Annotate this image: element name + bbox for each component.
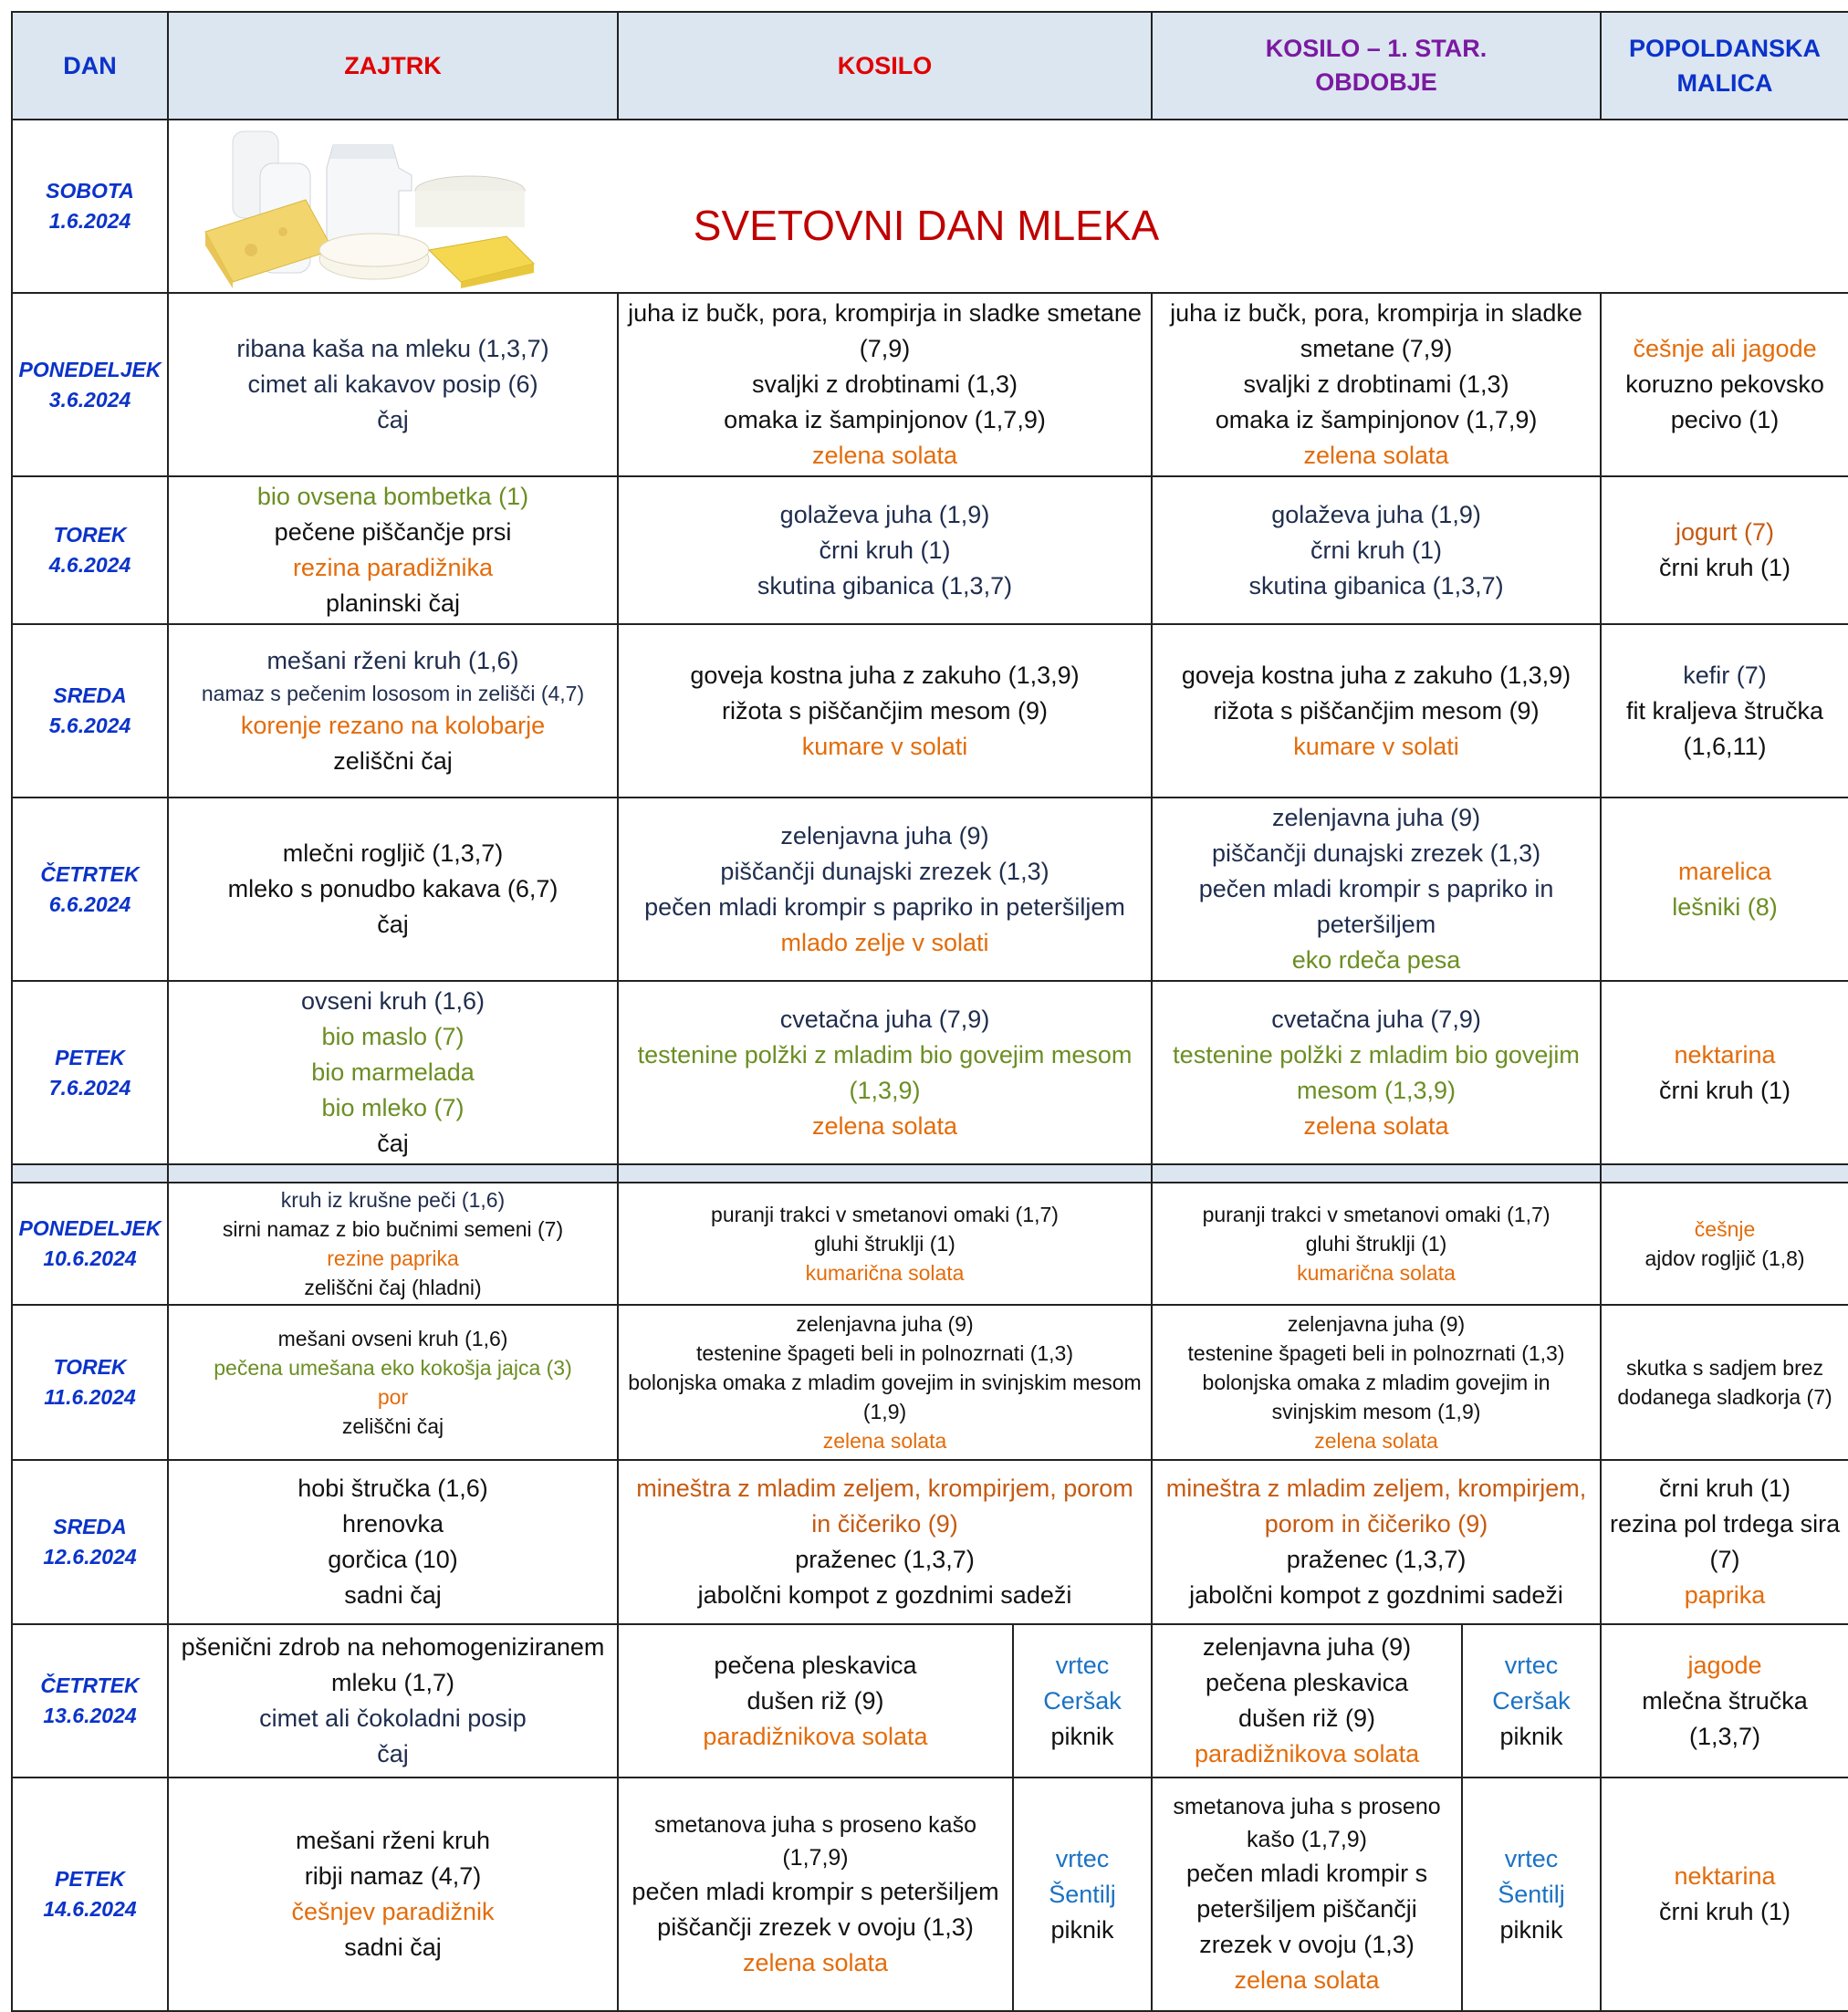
menu-item: mlečna štručka (1,3,7) <box>1642 1686 1808 1750</box>
menu-item: bolonjska omaka z mladim govejim in svinjskim mesom (1,9) <box>628 1371 1142 1423</box>
day-name: SREDA <box>53 1515 127 1538</box>
menu-item: zelena solata <box>1234 1966 1380 1994</box>
kosilo-cell <box>618 624 1152 798</box>
day-name: TOREK <box>53 523 127 547</box>
menu-item: dušen riž (9) <box>1237 1704 1376 1732</box>
menu-item: mešani rženi kruh <box>295 1827 491 1854</box>
menu-item: črni kruh (1) <box>1659 554 1791 581</box>
day-date: 5.6.2024 <box>48 714 131 737</box>
menu-item: golaževa juha (1,9) <box>779 500 990 528</box>
malica-cell <box>1601 624 1848 798</box>
menu-item: korenje rezano na kolobarje <box>240 711 546 739</box>
menu-item: čaj <box>377 1740 409 1767</box>
day-name: ČETRTEK <box>40 861 140 886</box>
menu-item: zelena solata <box>1303 1111 1449 1140</box>
menu-item: skutina gibanica (1,3,7) <box>1248 571 1504 599</box>
menu-item: sadni čaj <box>344 1934 442 1961</box>
header-kosilo1-line1: KOSILO – 1. STAR. <box>1265 35 1488 62</box>
day-name: TOREK <box>53 1355 127 1379</box>
menu-item: zeliščni čaj <box>333 746 453 775</box>
day-date: 6.6.2024 <box>48 891 131 916</box>
menu-item: pečena umešana eko kokošja jajca (3) <box>214 1356 572 1380</box>
menu-item: rezina paradižnika <box>292 554 494 581</box>
day-date: 12.6.2024 <box>43 1545 137 1569</box>
menu-item: čaj <box>377 1130 409 1157</box>
menu-item: zelena solata <box>822 1429 947 1453</box>
zajtrk-cell <box>168 624 618 798</box>
day-cell <box>12 624 168 798</box>
kosilo-cell <box>618 798 1152 981</box>
separator-cell <box>12 1164 168 1183</box>
kosilo-1-star-picnic-cell <box>1462 1624 1601 1777</box>
menu-item: vrtec Ceršak <box>1492 1651 1571 1715</box>
menu-item: čaj <box>377 911 409 938</box>
menu-item: testenine polžki z mladim bio govejim mesom (1,3,9) <box>1173 1040 1580 1104</box>
menu-item: češnje ali jagode <box>1633 335 1817 362</box>
menu-item: piknik <box>1499 1722 1563 1750</box>
day-name: PETEK <box>55 1867 125 1891</box>
menu-item: paradižnikova solata <box>1194 1740 1420 1767</box>
day-row <box>12 293 1848 476</box>
menu-item: testenine špageti beli in polnozrnati (1,3) <box>1187 1341 1565 1365</box>
menu-item: zelena solata <box>1303 442 1449 469</box>
menu-item: praženec (1,3,7) <box>795 1546 975 1573</box>
menu-item: pečena pleskavica <box>714 1651 917 1679</box>
menu-item: črni kruh (1) <box>819 536 951 564</box>
zajtrk-cell <box>168 1777 618 2011</box>
day-cell <box>12 1777 168 2011</box>
menu-item: gorčica (10) <box>328 1546 458 1573</box>
zajtrk-cell <box>168 798 618 981</box>
header-zajtrk: ZAJTRK <box>168 12 618 120</box>
menu-item: svaljki z drobtinami (1,3) <box>1243 370 1509 398</box>
menu-item: mešani ovseni kruh (1,6) <box>277 1327 508 1350</box>
day-row <box>12 1777 1848 2011</box>
zajtrk-cell <box>168 293 618 476</box>
menu-item: jabolčni kompot z gozdnimi sadeži <box>1189 1581 1563 1609</box>
kosilo-1-star-cell <box>1152 1777 1462 2011</box>
menu-item: zelenjavna juha (9) <box>1287 1312 1466 1336</box>
menu-item: zelena solata <box>811 1111 958 1140</box>
zajtrk-cell <box>168 1460 618 1624</box>
menu-item: cvetačna juha (7,9) <box>779 1005 990 1033</box>
menu-item: smetanova juha s proseno kašo (1,7,9) <box>1173 1794 1441 1852</box>
menu-item: črni kruh (1) <box>1659 1475 1791 1502</box>
menu-item: cimet ali kakavov posip (6) <box>247 370 538 398</box>
menu-item: sirni namaz z bio bučnimi semeni (7) <box>222 1217 564 1241</box>
kosilo-1-star-cell <box>1152 981 1601 1164</box>
malica-cell <box>1601 1305 1848 1460</box>
kosilo-1-star-picnic-cell <box>1462 1777 1601 2011</box>
menu-item: ribana kaša na mleku (1,3,7) <box>236 335 549 362</box>
kosilo-1-star-cell <box>1152 293 1601 476</box>
menu-item: pečen mladi krompir s papriko in peteršiljem <box>644 892 1125 921</box>
menu-item: planinski čaj <box>325 589 461 617</box>
menu-item: pečen mladi krompir s papriko in peteršiljem <box>1198 875 1554 938</box>
day-row <box>12 1305 1848 1460</box>
day-row <box>12 1460 1848 1624</box>
menu-item: nektarina <box>1674 1040 1776 1069</box>
day-cell <box>12 1183 168 1305</box>
menu-item: zelenjavna juha (9) <box>780 821 989 850</box>
menu-item: jogurt (7) <box>1676 518 1775 546</box>
menu-item: mešani rženi kruh (1,6) <box>266 646 519 674</box>
day-row <box>12 981 1848 1164</box>
menu-item: smetanova juha s proseno kašo (1,7,9) <box>654 1811 976 1871</box>
menu-item: namaz s pečenim lososom in zelišči (4,7) <box>201 681 585 705</box>
menu-item: testenine polžki z mladim bio govejim mesom (1,3,9) <box>637 1040 1133 1104</box>
menu-item: bio marmelada <box>311 1058 475 1086</box>
header-row <box>12 12 1848 120</box>
day-cell <box>12 981 168 1164</box>
menu-item: kumarična solata <box>805 1261 965 1285</box>
malica-cell <box>1601 476 1848 624</box>
menu-item: marelica <box>1678 857 1772 885</box>
menu-item: cvetačna juha (7,9) <box>1271 1005 1481 1033</box>
zajtrk-cell <box>168 1183 618 1305</box>
menu-item: pečena pleskavica <box>1205 1669 1409 1696</box>
menu-item: vrtec Ceršak <box>1043 1651 1122 1715</box>
menu-item: goveja kostna juha z zakuho (1,3,9) <box>690 661 1080 689</box>
day-date: 1.6.2024 <box>48 209 131 233</box>
kosilo-cell <box>618 293 1152 476</box>
day-name: PETEK <box>55 1045 125 1069</box>
separator-cell <box>1152 1164 1601 1183</box>
menu-item: zeliščni čaj (hladni) <box>304 1276 482 1299</box>
header-dan: DAN <box>12 12 168 120</box>
day-date: 13.6.2024 <box>43 1704 137 1727</box>
kosilo-cell <box>618 476 1152 624</box>
menu-item: črni kruh (1) <box>1659 1898 1791 1925</box>
zajtrk-cell <box>168 1624 618 1777</box>
menu-item: svaljki z drobtinami (1,3) <box>751 370 1018 398</box>
menu-item: omaka iz šampinjonov (1,7,9) <box>724 406 1046 433</box>
menu-item: vrtec Šentilj <box>1498 1844 1565 1908</box>
malica-cell <box>1601 1183 1848 1305</box>
kosilo-cell <box>618 1460 1152 1624</box>
menu-item: zelena solata <box>742 1948 889 1976</box>
menu-item: eko rdeča pesa <box>1291 946 1461 974</box>
header-popoldanska-malica <box>1601 12 1848 120</box>
menu-item: praženec (1,3,7) <box>1286 1546 1467 1573</box>
menu-item: kruh iz krušne peči (1,6) <box>280 1188 506 1212</box>
day-cell <box>12 1305 168 1460</box>
menu-item: skutka s sadjem brez dodanega sladkorja (7) <box>1617 1356 1832 1409</box>
menu-item: kumare v solati <box>801 732 968 760</box>
malica-cell <box>1601 1624 1848 1777</box>
menu-item: bio maslo (7) <box>321 1023 465 1050</box>
menu-item: mlečni rogljič (1,3,7) <box>282 839 504 867</box>
menu-item: piknik <box>1050 1722 1114 1750</box>
menu-item: bolonjska omaka z mladim govejim in svinjskim mesom (1,9) <box>1202 1371 1550 1423</box>
malica-cell <box>1601 1777 1848 2011</box>
menu-item: puranji trakci v smetanovi omaki (1,7) <box>711 1203 1059 1226</box>
kosilo-1-star-cell <box>1152 1305 1601 1460</box>
menu-item: cimet ali čokoladni posip <box>259 1704 527 1732</box>
separator-cell <box>168 1164 618 1183</box>
menu-item: rižota s piščančjim mesom (9) <box>1213 696 1540 725</box>
kosilo-cell <box>618 1305 1152 1460</box>
header-kosilo-1-star-obdobje <box>1152 12 1601 120</box>
menu-item: pšenični zdrob na nehomogeniziranem mleku (1,7) <box>181 1633 605 1696</box>
menu-item: paprika <box>1684 1581 1766 1609</box>
weekly-menu-table <box>11 11 1848 2012</box>
banner-row <box>12 120 1848 293</box>
menu-item: mleko s ponudbo kakava (6,7) <box>227 875 559 902</box>
menu-item: vrtec Šentilj <box>1049 1844 1116 1908</box>
menu-item: ajdov rogljič (1,8) <box>1644 1246 1805 1270</box>
zajtrk-cell <box>168 476 618 624</box>
menu-item: testenine špageti beli in polnozrnati (1,3) <box>696 1341 1073 1365</box>
menu-item: skutina gibanica (1,3,7) <box>757 571 1013 599</box>
kosilo-cell <box>618 981 1152 1164</box>
menu-item: piščančji dunajski zrezek (1,3) <box>720 857 1049 885</box>
zajtrk-cell <box>168 1305 618 1460</box>
kosilo-cell <box>618 1624 1013 1777</box>
day-cell <box>12 1460 168 1624</box>
separator-cell <box>618 1164 1152 1183</box>
day-row <box>12 798 1848 981</box>
dairy-products-image <box>196 122 561 288</box>
menu-item: mineštra z mladim zeljem, krompirjem, porom in čičeriko (9) <box>636 1475 1133 1538</box>
day-name: PONEDELJEK <box>18 1216 162 1240</box>
menu-item: bio mleko (7) <box>321 1094 465 1121</box>
menu-item: lešniki (8) <box>1672 892 1778 921</box>
menu-item: piknik <box>1050 1915 1114 1944</box>
day-cell <box>12 1624 168 1777</box>
malica-cell <box>1601 981 1848 1164</box>
header-malica-line2: MALICA <box>1676 69 1773 97</box>
separator-cell <box>1601 1164 1848 1183</box>
menu-item: kumarična solata <box>1297 1261 1456 1285</box>
malica-cell <box>1601 1460 1848 1624</box>
menu-item: črni kruh (1) <box>1310 536 1443 564</box>
menu-item: češnje <box>1694 1217 1756 1241</box>
menu-item: zelenjavna juha (9) <box>1271 804 1481 831</box>
kosilo-1-star-cell <box>1152 624 1601 798</box>
day-cell <box>12 293 168 476</box>
menu-item: rezina pol trdega sira (7) <box>1609 1510 1841 1573</box>
menu-item: bio ovsena bombetka (1) <box>256 483 529 510</box>
menu-item: ribji namaz (4,7) <box>304 1862 482 1890</box>
menu-item: ovseni kruh (1,6) <box>300 987 485 1015</box>
menu-item: mlado zelje v solati <box>780 928 989 956</box>
day-cell <box>12 798 168 981</box>
kosilo-picnic-cell <box>1013 1624 1152 1777</box>
day-cell <box>12 476 168 624</box>
menu-item: zelena solata <box>811 442 958 469</box>
day-row <box>12 1183 1848 1305</box>
menu-item: jabolčni kompot z gozdnimi sadeži <box>697 1581 1072 1609</box>
day-name: ČETRTEK <box>40 1673 140 1697</box>
menu-item: gluhi štruklji (1) <box>814 1232 955 1256</box>
menu-item: hrenovka <box>341 1510 444 1538</box>
kosilo-cell <box>618 1777 1013 2011</box>
kosilo-1-star-cell <box>1152 1624 1462 1777</box>
menu-item: češnjev paradižnik <box>291 1898 495 1925</box>
menu-item: zelena solata <box>1314 1429 1438 1453</box>
menu-item: paradižnikova solata <box>703 1722 928 1750</box>
menu-item: juha iz bučk, pora, krompirja in sladke smetane (7,9) <box>628 299 1142 362</box>
menu-item: fit kraljeva štručka (1,6,11) <box>1625 696 1824 760</box>
day-row <box>12 1624 1848 1777</box>
header-malica-line1: POPOLDANSKA <box>1629 35 1822 62</box>
menu-item: dušen riž (9) <box>747 1686 884 1715</box>
menu-item: puranji trakci v smetanovi omaki (1,7) <box>1202 1203 1550 1226</box>
week-separator <box>12 1164 1848 1183</box>
menu-item: pečen mladi krompir s peteršiljem <box>632 1877 999 1905</box>
kosilo-1-star-cell <box>1152 798 1601 981</box>
menu-item: čaj <box>377 406 409 433</box>
menu-item: por <box>377 1385 409 1409</box>
menu-item: piščančji dunajski zrezek (1,3) <box>1211 839 1541 867</box>
malica-cell <box>1601 798 1848 981</box>
menu-item: kumare v solati <box>1293 732 1459 760</box>
menu-item: pečen mladi krompir s peteršiljem piščančji zrezek v ovoju (1,3) <box>1185 1860 1428 1958</box>
day-name: SREDA <box>53 683 127 707</box>
menu-item: goveja kostna juha z zakuho (1,3,9) <box>1181 661 1571 689</box>
kosilo-picnic-cell <box>1013 1777 1152 2011</box>
menu-item: črni kruh (1) <box>1659 1076 1791 1104</box>
day-date: 4.6.2024 <box>48 553 131 577</box>
menu-item: jagode <box>1687 1651 1762 1679</box>
menu-item: hobi štručka (1,6) <box>298 1475 488 1502</box>
banner-title: SVETOVNI DAN MLEKA <box>693 202 1160 249</box>
day-date: 3.6.2024 <box>48 387 131 412</box>
day-date: 10.6.2024 <box>43 1246 137 1270</box>
menu-item: koruzno pekovsko pecivo (1) <box>1625 370 1824 433</box>
menu-item: omaka iz šampinjonov (1,7,9) <box>1215 406 1538 433</box>
menu-item: zelenjavna juha (9) <box>796 1312 974 1336</box>
world-milk-day-banner <box>168 120 1848 293</box>
menu-item: gluhi štruklji (1) <box>1305 1232 1447 1256</box>
menu-item: zelenjavna juha (9) <box>1202 1633 1412 1661</box>
menu-item: kefir (7) <box>1683 661 1767 689</box>
menu-item: piščančji zrezek v ovoju (1,3) <box>657 1913 974 1941</box>
day-date: 14.6.2024 <box>43 1897 137 1921</box>
menu-item: nektarina <box>1674 1862 1776 1890</box>
day-row <box>12 624 1848 798</box>
menu-item: mineštra z mladim zeljem, krompirjem, porom in čičeriko (9) <box>1165 1475 1587 1538</box>
zajtrk-cell <box>168 981 618 1164</box>
day-date: 7.6.2024 <box>48 1075 131 1100</box>
kosilo-cell <box>618 1183 1152 1305</box>
header-kosilo: KOSILO <box>618 12 1152 120</box>
menu-item: pečene piščančje prsi <box>274 518 512 546</box>
menu-item: juha iz bučk, pora, krompirja in sladke smetane (7,9) <box>1170 299 1582 362</box>
menu-item: rezine paprika <box>327 1246 459 1270</box>
kosilo-1-star-cell <box>1152 1460 1601 1624</box>
menu-item: rižota s piščančjim mesom (9) <box>721 696 1049 725</box>
menu-item: zeliščni čaj <box>341 1414 444 1438</box>
day-cell <box>12 120 168 293</box>
day-date: 11.6.2024 <box>44 1385 136 1409</box>
header-kosilo1-line2: OBDOBJE <box>1315 68 1437 96</box>
menu-item: golaževa juha (1,9) <box>1271 500 1481 528</box>
menu-item: piknik <box>1499 1915 1563 1944</box>
kosilo-1-star-cell <box>1152 476 1601 624</box>
day-name: PONEDELJEK <box>18 357 162 381</box>
day-name: SOBOTA <box>46 179 134 203</box>
day-row <box>12 476 1848 624</box>
menu-item: sadni čaj <box>344 1581 442 1609</box>
malica-cell <box>1601 293 1848 476</box>
kosilo-1-star-cell <box>1152 1183 1601 1305</box>
